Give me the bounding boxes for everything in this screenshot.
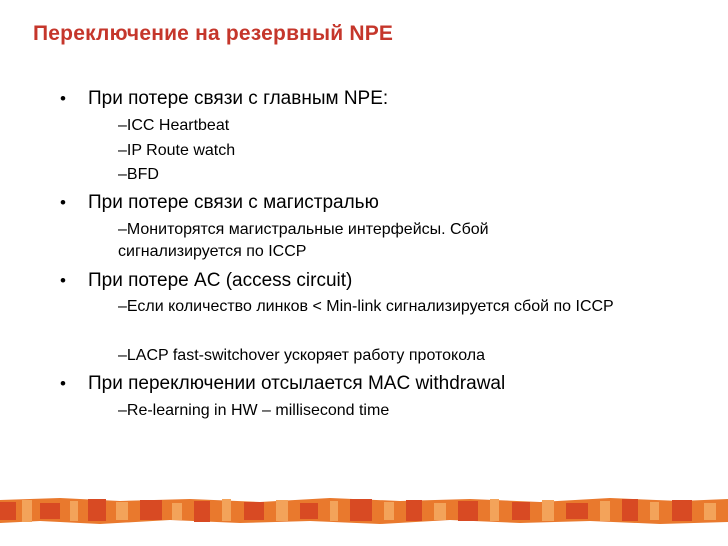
footer-band-graphic bbox=[0, 492, 728, 530]
bullet-text: При потере связи с главным NPE: bbox=[88, 88, 389, 109]
bullet-text: При потере AC (access circuit) bbox=[88, 270, 353, 291]
bullet-dot: • bbox=[60, 193, 66, 212]
sub-item: –Re-learning in HW – millisecond time bbox=[118, 402, 390, 419]
bullet-item-npe-loss bbox=[60, 88, 388, 110]
slide-title: Переключение на резервный NPE bbox=[33, 22, 394, 45]
bullet-item-mac-withdrawal bbox=[60, 373, 505, 395]
sub-item: –BFD bbox=[118, 166, 159, 183]
bullet-text: При потере связи с магистралью bbox=[88, 192, 379, 213]
bullet-item-backbone-loss bbox=[60, 192, 379, 214]
sub-item: –IP Route watch bbox=[118, 142, 236, 159]
footer-decorative-band bbox=[0, 492, 728, 530]
sub-item: –ICC Heartbeat bbox=[118, 117, 230, 134]
bullet-text: При переключении отсылается MAC withdrawal bbox=[88, 373, 506, 394]
bullet-dot: • bbox=[60, 271, 66, 290]
bullet-item-ac-loss bbox=[60, 270, 352, 292]
sub-item: –Если количество линков < Min-link сигнализируется сбой по ICCP bbox=[118, 298, 614, 315]
sub-item: –Мониторятся магистральные интерфейсы. Сбой сигнализируется по ICCP bbox=[118, 221, 489, 260]
bullet-dot: • bbox=[60, 89, 66, 108]
sub-item: –LACP fast-switchover ускоряет работу протокола bbox=[118, 347, 485, 364]
bullet-dot: • bbox=[60, 374, 66, 393]
